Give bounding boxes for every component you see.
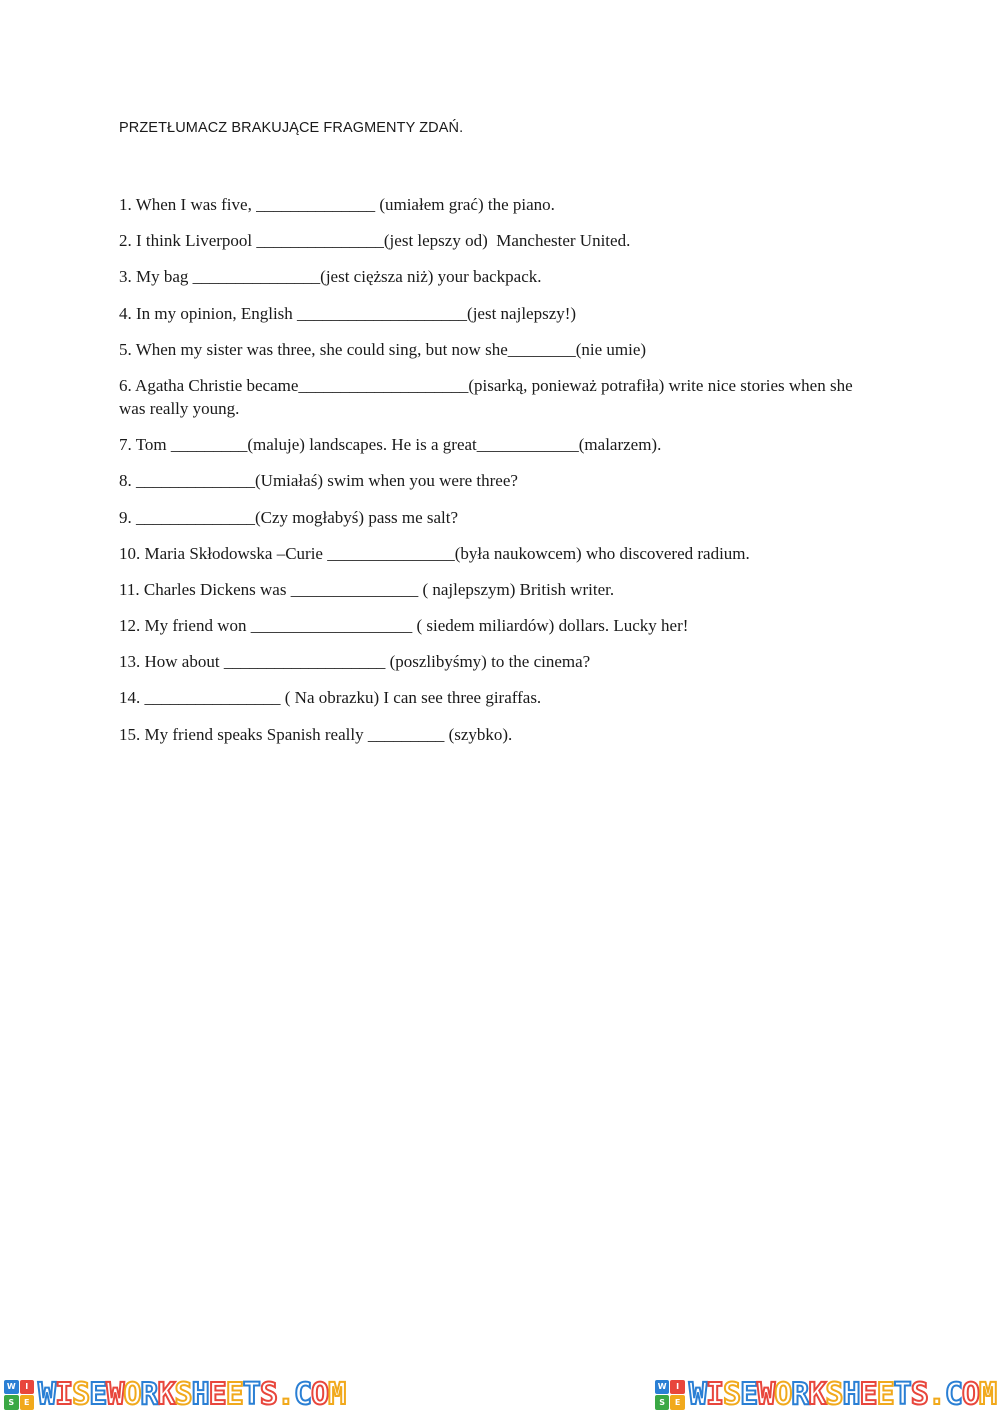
exercise-item-5: 5. When my sister was three, she could sing, but now she________(nie umie) [119,339,647,359]
logo-tile-i: I [670,1380,685,1395]
exercise-item-2: 2. I think Liverpool _______________(jest lepszy od) Manchester United. [119,231,631,251]
brand-watermark-2 [655,1376,996,1412]
logo-tile-s: S [4,1395,19,1410]
brand-logo-icon [4,1380,34,1410]
exercise-item-12: 12. My friend won ___________________ ( siedem miliardów) dollars. Lucky her! [119,616,689,636]
logo-tile-w: W [655,1380,670,1395]
brand-text: W I S E W O R K S H E E T S . C O M [688,1376,996,1412]
exercise-item-3: 3. My bag _______________(jest cięższa niż) your backpack. [119,267,542,287]
exercise-item-14: 14. ________________ ( Na obrazku) I can see three giraffas. [119,688,542,708]
exercise-item-11: 11. Charles Dickens was _______________ ( najlepszym) British writer. [119,579,615,599]
exercise-item-1: 1. When I was five, ______________ (umiałem grać) the piano. [119,195,555,214]
exercise-item-15: 15. My friend speaks Spanish really _________ (szybko). [119,724,513,744]
exercise-item-8: 8. ______________(Umiałaś) swim when you were three? [119,471,518,491]
exercise-item-4: 4. In my opinion, English ____________________(jest najlepszy!) [119,303,577,323]
exercise-item-13: 13. How about ___________________ (poszlibyśmy) to the cinema? [119,652,591,672]
logo-tile-i: I [20,1380,35,1395]
exercise-item-9: 9. ______________(Czy mogłabyś) pass me salt? [119,507,459,527]
exercise-item-10: 10. Maria Skłodowska –Curie _______________(była naukowcem) who discovered radium. [119,543,750,563]
brand-text: W I S E W O R K S H E E T S . C O M [38,1376,346,1412]
exercise-item-6: 6. Agatha Christie became____________________(pisarką, ponieważ potrafiła) write nice stories when she was really young. [119,375,853,418]
brand-watermark-1 [4,1376,346,1412]
footer-watermark [0,1376,1000,1413]
logo-tile-s: S [655,1395,670,1410]
page-title: PRZETŁUMACZ BRAKUJĄCE FRAGMENTY ZDAŃ. [119,120,464,136]
logo-tile-e: E [670,1395,685,1410]
brand-logo-icon [655,1380,685,1410]
logo-tile-e: E [20,1395,35,1410]
logo-tile-w: W [4,1380,19,1395]
exercise-item-7: 7. Tom _________(maluje) landscapes. He is a great____________(malarzem). [119,435,662,455]
exercise-list [119,193,879,759]
